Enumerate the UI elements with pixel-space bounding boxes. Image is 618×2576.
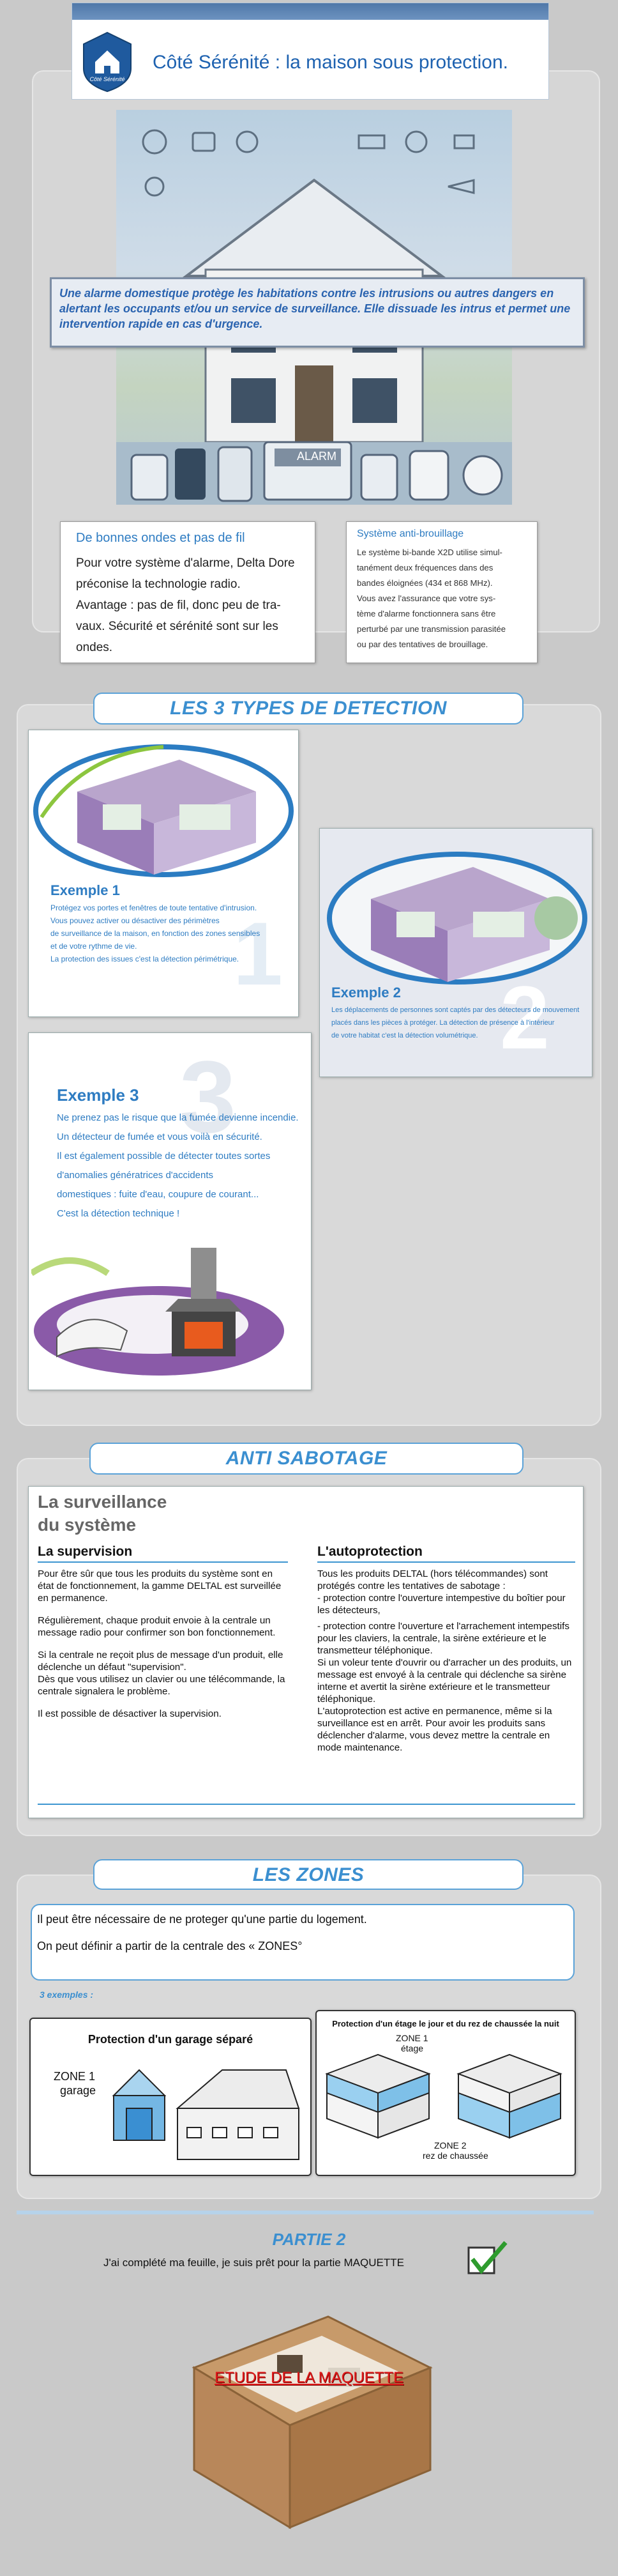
- autoprotection-paragraph: Tous les produits DELTAL (hors télécommandes) sont protégés contre les tentatives de sabotage :: [317, 1568, 548, 1591]
- radio-tech-title: De bonnes ondes et pas de fil: [76, 531, 245, 545]
- radio-tech-line: préconise la technologie radio.: [76, 578, 241, 591]
- example-2-line: de votre habitat c'est la détection volumétrique.: [331, 1032, 478, 1039]
- example-3-line: domestiques : fuite d'eau, coupure de courant...: [57, 1189, 259, 1200]
- supervision-paragraph: Dès que vous utilisez un clavier ou une télécommande, la centrale signalera le problème.: [38, 1674, 285, 1697]
- supervision-title: La supervision: [38, 1544, 133, 1559]
- floor-zone-label: ZONE 1: [396, 2033, 428, 2043]
- autoprotection-bullet: - protection contre l'ouverture intempestive du boîtier pour les détecteurs,: [317, 1593, 566, 1616]
- partie2-divider: [17, 2211, 594, 2214]
- anti-jamming-line: tème d'alarme fonctionnera sans être: [357, 609, 496, 618]
- floor-zone-title: Protection d'un étage le jour et du rez de chaussée la nuit: [332, 2019, 559, 2028]
- example-1-line: Vous pouvez activer ou désactiver des périmètres: [50, 916, 220, 925]
- example-3-number: 3: [179, 1039, 236, 1154]
- logo: [81, 31, 133, 93]
- example-1-line: Protégez vos portes et fenêtres de toute tentative d'intrusion.: [50, 903, 257, 912]
- intro-banner-text: Une alarme domestique protège les habitations contre les intrusions ou autres dangers en alertant les occupants et/ou un service de surveillance. Elle dissuade les intrus et permet une intervention rapide en cas d'urgence.: [59, 287, 571, 330]
- autoprotection-title: L'autoprotection: [317, 1544, 423, 1559]
- anti-jamming-line: Le système bi-bande X2D utilise simul-: [357, 548, 502, 557]
- page-tagline: Côté Sérénité : la maison sous protection.: [153, 52, 508, 73]
- example-1-card: [28, 730, 299, 1017]
- supervision-paragraph: Si la centrale ne reçoit plus de message d'un produit, elle déclenche un défaut "supervision".: [38, 1650, 283, 1673]
- garage-zone-label: garage: [60, 2084, 96, 2097]
- garage-zone-label: ZONE 1: [54, 2070, 96, 2083]
- sabotage-heading: ANTI SABOTAGE: [89, 1443, 524, 1475]
- autoprotection-paragraph: Si un voleur tente d'ouvrir ou d'arracher un des produits, un message est envoyé à la centrale qui déclenche sa sirène interne et avertit la sirène extérieure et le transmetteur téléphonique.: [317, 1657, 572, 1705]
- anti-jamming-line: perturbé par une transmission parasitée: [357, 624, 506, 634]
- example-3-line: Un détecteur de fumée et vous voilà en sécurité.: [57, 1131, 262, 1142]
- example-3-card: [28, 1032, 312, 1390]
- zones-examples-label: 3 exemples :: [40, 1989, 94, 2000]
- maquette-link[interactable]: ETUDE DE LA MAQUETTE: [214, 2369, 404, 2386]
- example-3-line: C'est la détection technique !: [57, 1208, 180, 1219]
- supervision-paragraph: Pour être sûr que tous les produits du système sont en état de fonctionnement, la gamme DELTAL est surveillée en permanence.: [38, 1568, 282, 1604]
- fireplace-illustration: [31, 1235, 310, 1386]
- checkmark-icon: [466, 2240, 508, 2278]
- floor-zone-illustration: [320, 2048, 573, 2144]
- radio-tech-line: Avantage : pas de fil, donc peu de tra-: [76, 599, 281, 612]
- sabotage-title-2: du système: [38, 1515, 137, 1535]
- sabotage-divider: [38, 1804, 575, 1805]
- detection-heading: LES 3 TYPES DE DETECTION: [93, 693, 524, 724]
- example-1-line: de surveillance de la maison, en fonction des zones sensibles: [50, 929, 260, 938]
- zones-intro-box: [31, 1904, 575, 1981]
- floor-zone-label: rez de chaussée: [423, 2150, 488, 2161]
- maquette-illustration[interactable]: [181, 2310, 437, 2540]
- logo-text: Côté Sérénité: [89, 76, 125, 82]
- example-2-line: placés dans les pièces à protéger. La détection de présence à l'intérieur: [331, 1019, 555, 1027]
- floor-zone-label: ZONE 2: [434, 2140, 467, 2150]
- example-3-line: Ne prenez pas le risque que la fumée devienne incendie.: [57, 1112, 299, 1123]
- partie2-heading: PARTIE 2: [272, 2230, 346, 2249]
- alarm-panel-label: ALARM: [296, 450, 336, 463]
- autoprotection-bullet: - protection contre l'ouverture et l'arrachement intempestifs pour les claviers, la centrale, la sirène extérieure et le transmetteur téléphonique.: [317, 1621, 569, 1656]
- radio-tech-card: [60, 521, 315, 663]
- example-1-line: La protection des issues c'est la détection périmétrique.: [50, 954, 239, 963]
- floor-zone-card: [315, 2010, 576, 2176]
- garage-zone-illustration: [101, 2057, 305, 2172]
- anti-jamming-card: [346, 521, 538, 663]
- partie2-line: J'ai complété ma feuille, je suis prêt pour la partie MAQUETTE: [103, 2257, 404, 2269]
- example-2-title: Exemple 2: [331, 985, 401, 1000]
- anti-jamming-line: ou par des tentatives de brouillage.: [357, 640, 488, 649]
- radio-tech-line: ondes.: [76, 641, 113, 654]
- anti-jamming-line: tanément deux fréquences dans des: [357, 563, 494, 572]
- example-1-number: 1: [233, 903, 283, 1004]
- example-3-line: Il est également possible de détecter toutes sortes: [57, 1151, 271, 1162]
- example-1-line: et de votre rythme de vie.: [50, 942, 137, 951]
- sabotage-title-1: La surveillance: [38, 1492, 167, 1512]
- example-2-line: Les déplacements de personnes sont captés par des détecteurs de mouvement: [331, 1006, 580, 1014]
- radio-tech-line: Pour votre système d'alarme, Delta Dore: [76, 556, 295, 570]
- anti-jamming-line: Vous avez l'assurance que votre sys-: [357, 594, 496, 603]
- supervision-paragraph: Régulièrement, chaque produit envoie à la centrale un message radio pour confirmer son bon fonctionnement.: [38, 1615, 276, 1638]
- example-1-title: Exemple 1: [50, 882, 120, 898]
- garage-zone-title: Protection d'un garage séparé: [87, 2033, 253, 2046]
- autoprotection-paragraph: L'autoprotection est active en permanence, même si la surveillance est en arrêt. Pour avoir les produits sans déclencher d'alarme, vous devez mettre la centrale en mode maintenance.: [317, 1706, 552, 1753]
- floor-zone-label: étage: [401, 2043, 424, 2053]
- example-3-line: d'anomalies génératrices d'accidents: [57, 1170, 214, 1181]
- zones-heading: LES ZONES: [93, 1859, 524, 1890]
- sabotage-card: [28, 1486, 584, 1818]
- garage-zone-card: [29, 2018, 312, 2176]
- volumetric-house-illustration: [326, 841, 588, 988]
- zones-intro-line: Il peut être nécessaire de ne proteger qu'une partie du logement.: [37, 1913, 367, 1926]
- intro-banner: [50, 277, 585, 348]
- header-banner: [72, 3, 549, 100]
- supervision-paragraph: Il est possible de désactiver la supervision.: [38, 1708, 222, 1719]
- example-3-title: Exemple 3: [57, 1085, 139, 1105]
- example-2-card: [319, 828, 592, 1077]
- perimeter-house-illustration: [33, 734, 294, 881]
- radio-tech-line: vaux. Sécurité et sérénité sont sur les: [76, 620, 278, 633]
- example-2-number: 2: [500, 967, 550, 1068]
- anti-jamming-title: Système anti-brouillage: [357, 528, 464, 539]
- zones-intro-line: On peut définir a partir de la centrale des « ZONES°: [37, 1940, 303, 1952]
- anti-jamming-line: bandes éloignées (434 et 868 MHz).: [357, 578, 493, 588]
